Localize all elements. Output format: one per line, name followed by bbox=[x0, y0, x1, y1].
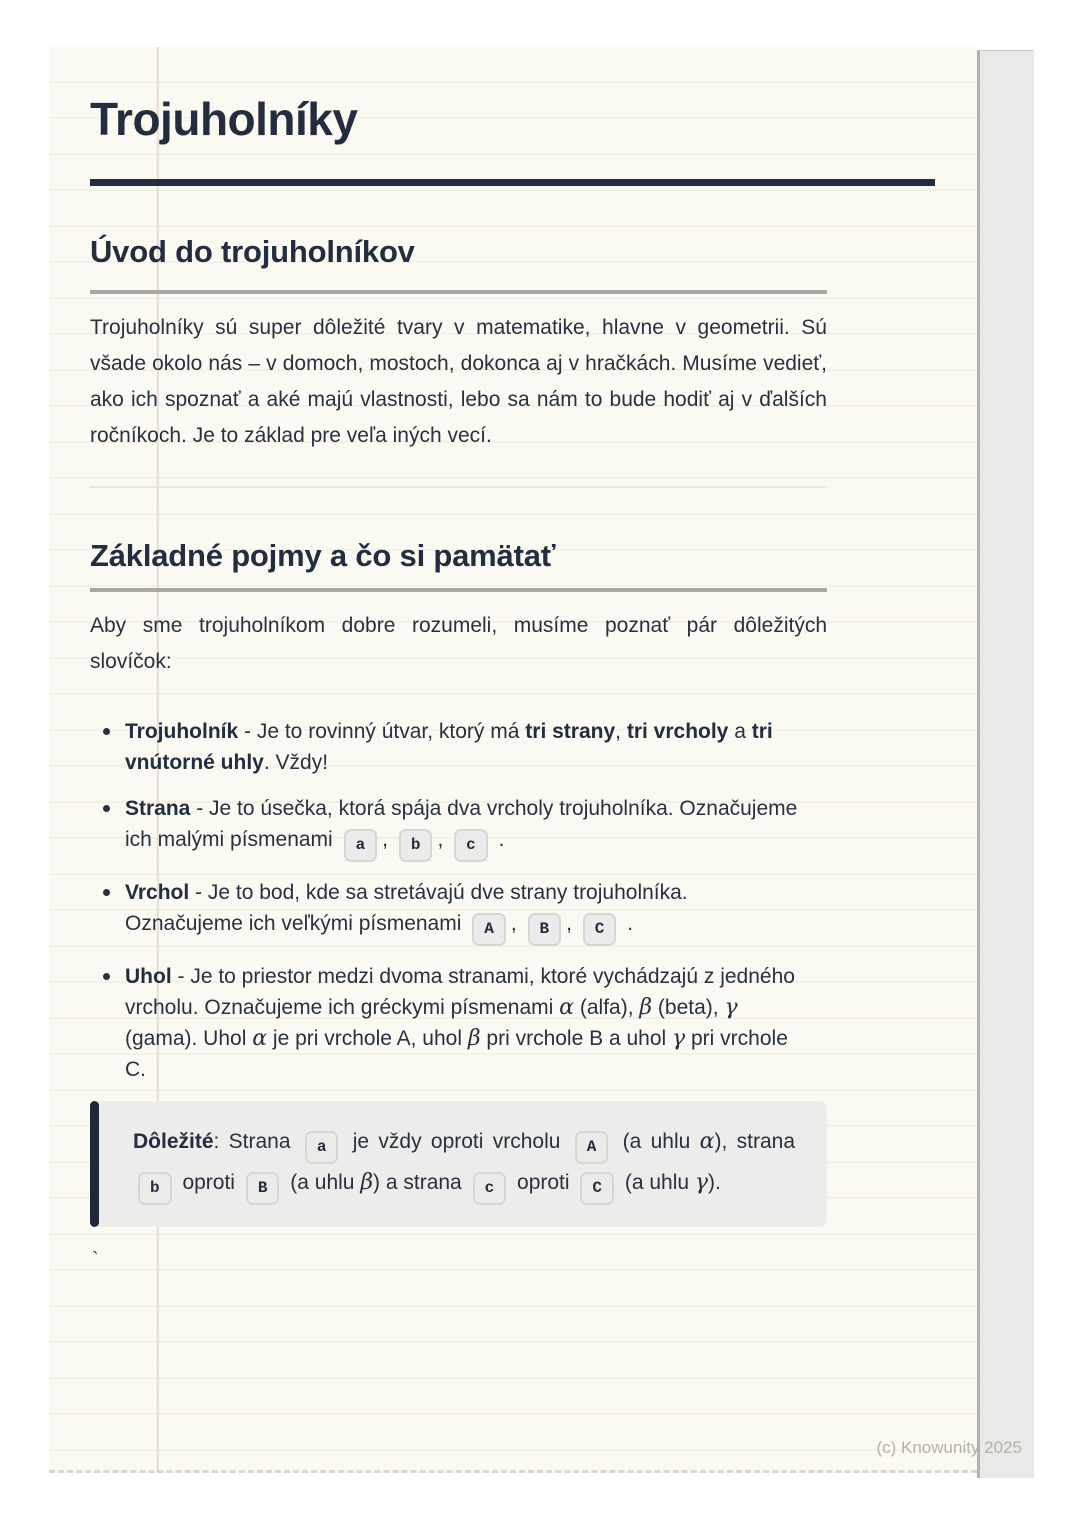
important-callout bbox=[90, 1101, 827, 1227]
page-title: Trojuholníky bbox=[90, 93, 358, 145]
greek-letter: α bbox=[252, 1026, 268, 1052]
scrollbar-track[interactable] bbox=[977, 50, 1034, 1478]
concepts-intro: Aby sme trojuholníkom dobre rozumeli, musíme poznať pár dôležitých slovíčok: bbox=[90, 614, 827, 674]
section-heading-zakladne-pojmy: Základné pojmy a čo si pamätať bbox=[90, 538, 556, 574]
intro-paragraph: Trojuholníky sú super dôležité tvary v matematike, hlavne v geometrii. Sú všade okolo nás – v domoch, mostoch, dokonca aj v hračkách. Musíme vedieť, ako ich spoznať a aké majú vlastnosti, lebo sa nám to bude hodiť aj v ďalších ročníkoch. Je to základ pre veľa iných vecí. bbox=[90, 316, 827, 448]
inline-code-badge: A bbox=[575, 1131, 609, 1164]
inline-code-badge: c bbox=[454, 829, 488, 862]
section-heading-uvod: Úvod do trojuholníkov bbox=[90, 234, 415, 270]
inline-code-badge: a bbox=[344, 829, 378, 862]
inline-code-badge: C bbox=[583, 913, 617, 946]
inline-code-badge: c bbox=[473, 1172, 507, 1205]
callout-accent-bar bbox=[90, 1101, 99, 1227]
inline-code-badge: A bbox=[472, 913, 506, 946]
inline-code-badge: b bbox=[399, 829, 433, 862]
copyright-notice: (c) Knowunity 2025 bbox=[876, 1438, 1022, 1457]
list-item-trojuholnik: Trojuholník - Je to rovinný útvar, ktorý má tri strany, tri vrcholy a tri vnútorné uhly. Vždy! bbox=[90, 716, 802, 778]
list-item-uhol: Uhol - Je to priestor medzi dvoma stranami, ktoré vychádzajú z jedného vrcholu. Označujeme ich gréckymi písmenami α (alfa), β (beta), γ (gama). Uhol α je pri vrchole A, uhol β pri vrchole B a uhol γ pri vrchole C. bbox=[90, 961, 802, 1085]
title-underline-rule bbox=[90, 179, 935, 186]
section-divider bbox=[90, 486, 827, 488]
section-heading-rule bbox=[90, 290, 827, 294]
greek-letter: β bbox=[360, 1170, 374, 1196]
greek-letter: β bbox=[639, 995, 653, 1021]
list-item-vrchol: Vrchol - Je to bod, kde sa stretávajú dve strany trojuholníka. Označujeme ich veľkými písmenami A , B , C . bbox=[90, 877, 802, 946]
greek-letter: β bbox=[467, 1026, 481, 1052]
inline-code-badge: B bbox=[246, 1172, 280, 1205]
greek-letter: γ bbox=[694, 1170, 709, 1196]
callout-text: Dôležité: Strana a je vždy oproti vrcholu A (a uhlu α), strana b oproti B (a uhlu β) a strana c oproti C (a uhlu γ). bbox=[133, 1123, 795, 1205]
concept-list bbox=[90, 716, 802, 1085]
greek-letter: γ bbox=[672, 1026, 686, 1052]
greek-letter: α bbox=[559, 995, 575, 1021]
inline-code-badge: C bbox=[580, 1172, 614, 1205]
document-content bbox=[90, 0, 935, 1272]
greek-letter: γ bbox=[724, 995, 738, 1021]
inline-code-badge: B bbox=[528, 913, 562, 946]
inline-code-badge: a bbox=[305, 1131, 339, 1164]
stray-backtick-mark: ` bbox=[92, 1249, 99, 1272]
greek-letter: α bbox=[699, 1129, 715, 1155]
inline-code-badge: b bbox=[138, 1172, 172, 1205]
section-heading-rule bbox=[90, 588, 827, 592]
list-item-strana: Strana - Je to úsečka, ktorá spája dva vrcholy trojuholníka. Označujeme ich malými písmenami a , b , c . bbox=[90, 793, 802, 862]
